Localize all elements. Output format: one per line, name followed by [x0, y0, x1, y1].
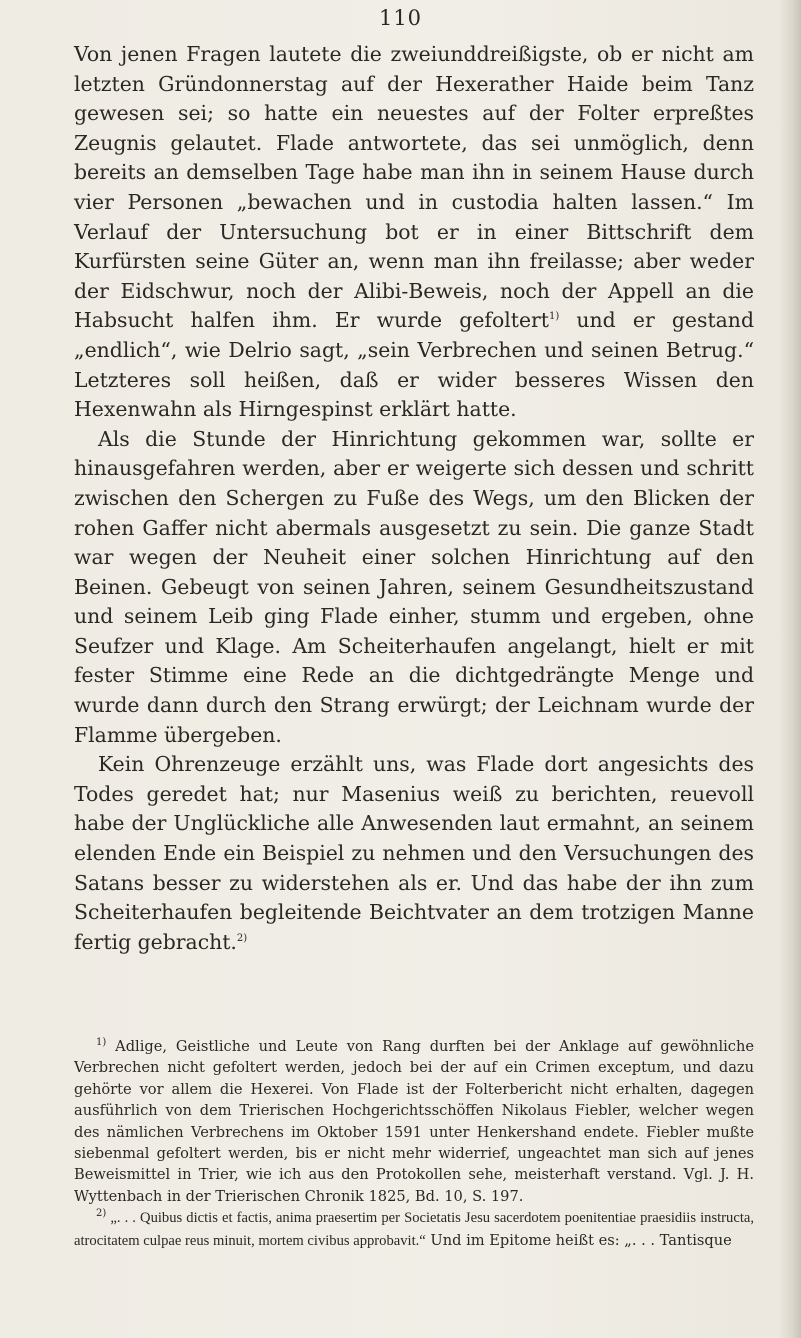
page-edge-shadow [779, 0, 801, 1338]
paragraph-2: Als die Stunde der Hinrichtung gekommen war, sollte er hinausgefahren werden, aber er weigerte sich dessen und schritt zwischen den Schergen zu Fuße des Wegs, um den Blicken der rohen Gaffer nicht abermals ausgesetzt zu sein. Die ganze Stadt war wegen der Neuheit einer solchen Hinrichtung auf den Beinen. Gebeugt von seinen Jahren, seinem Gesundheitszustand und seinem Leib ging Flade einher, stumm und ergeben, ohne Seufzer und Klage. Am Scheiterhaufen angelangt, hielt er mit fester Stimme eine Rede an die dichtgedrängte Menge und wurde dann durch den Strang erwürgt; der Leichnam wurde der Flamme übergeben. [74, 426, 754, 747]
paragraph-1-continued: und er gestand „endlich“, wie Delrio sagt, „sein Verbrechen und seinen Betrug.“ Letzteres soll heißen, daß er wider besseres Wissen den Hexenwahn als Hirngespinst erklärt hatte. [74, 308, 754, 422]
paragraph-3 [74, 750, 754, 957]
page-number: 110 [378, 6, 423, 30]
footnote-ref-2: 2) [236, 933, 248, 945]
footnote-2-marker: 2) [96, 1208, 107, 1220]
footnote-2 [74, 1207, 754, 1252]
paragraph-1-text: Von jenen Fragen lautete die zweiunddreißigste, ob er nicht am letzten Gründonnerstag auf der Hexerather Haide beim Tanz gewesen sei; so hatte ein neuestes auf der Folter erpreßtes Zeugnis gelautet. Flade antwortete, das sei unmöglich, denn bereits an demselben Tage habe man ihn in seinem Hause durch vier Personen „bewachen und in custodia halten lassen.“ Im Verlauf der Untersuchung bot er in einer Bittschrift dem Kurfürsten seine Güter an, wenn man ihn freilasse; aber weder der Eidschwur, noch der Alibi-Beweis, noch der Appell an die Habsucht halfen ihm. Er wurde gefoltert [74, 42, 754, 333]
main-text [74, 40, 754, 957]
footnotes [74, 1036, 754, 1252]
footnote-1-text: Adlige, Geistliche und Leute von Rang durften bei der Anklage auf gewöhnliche Verbrechen nicht gefoltert werden, jedoch bei der auf ein Crimen exceptum, und dazu gehörte vor allem die Hexerei. Von Flade ist der Folterbericht nicht erhalten, dagegen ausführlich von dem Trierischen Hochgerichtsschöffen Nikolaus Fiebler, welcher wegen des nämlichen Verbrechens im Oktober 1591 unter Henkershand endete. Fiebler mußte siebenmal gefoltert werden, bis er nicht mehr widerrief, ungeachtet man sich auf jenes Beweismittel in Trier, wie ich aus den Protokollen sehe, meisterhaft verstand. Vgl. J. H. Wyttenbach in der Trierischen Chronik 1825, Bd. 10, S. 197. [74, 1038, 754, 1205]
footnote-1 [74, 1036, 754, 1207]
paragraph-3-text: Kein Ohrenzeuge erzählt uns, was Flade dort angesichts des Todes geredet hat; nur Masenius weiß zu berichten, reuevoll habe der Unglückliche alle Anwesenden laut ermahnt, an seinem elenden Ende ein Beispiel zu nehmen und den Versuchungen des Satans besser zu widerstehen als er. Und das habe der ihn zum Scheiterhaufen begleitende Beichtvater an dem trotzigen Manne fertig gebracht. [74, 752, 754, 954]
footnote-ref-1: 1) [548, 311, 560, 323]
paragraph-1 [74, 40, 754, 425]
footnote-2-text: Und im Epitome heißt es: „. . . Tantisque [425, 1231, 732, 1249]
footnote-1-marker: 1) [96, 1037, 107, 1049]
footnote-2-latin-quote: „. . . Quibus dictis et factis, anima praesertim per Societatis Jesu sacerdotem poenitentiae praesidiis instructa, atrocitatem culpae reus minuit, mortem civibus approbavit.“ [74, 1210, 754, 1249]
